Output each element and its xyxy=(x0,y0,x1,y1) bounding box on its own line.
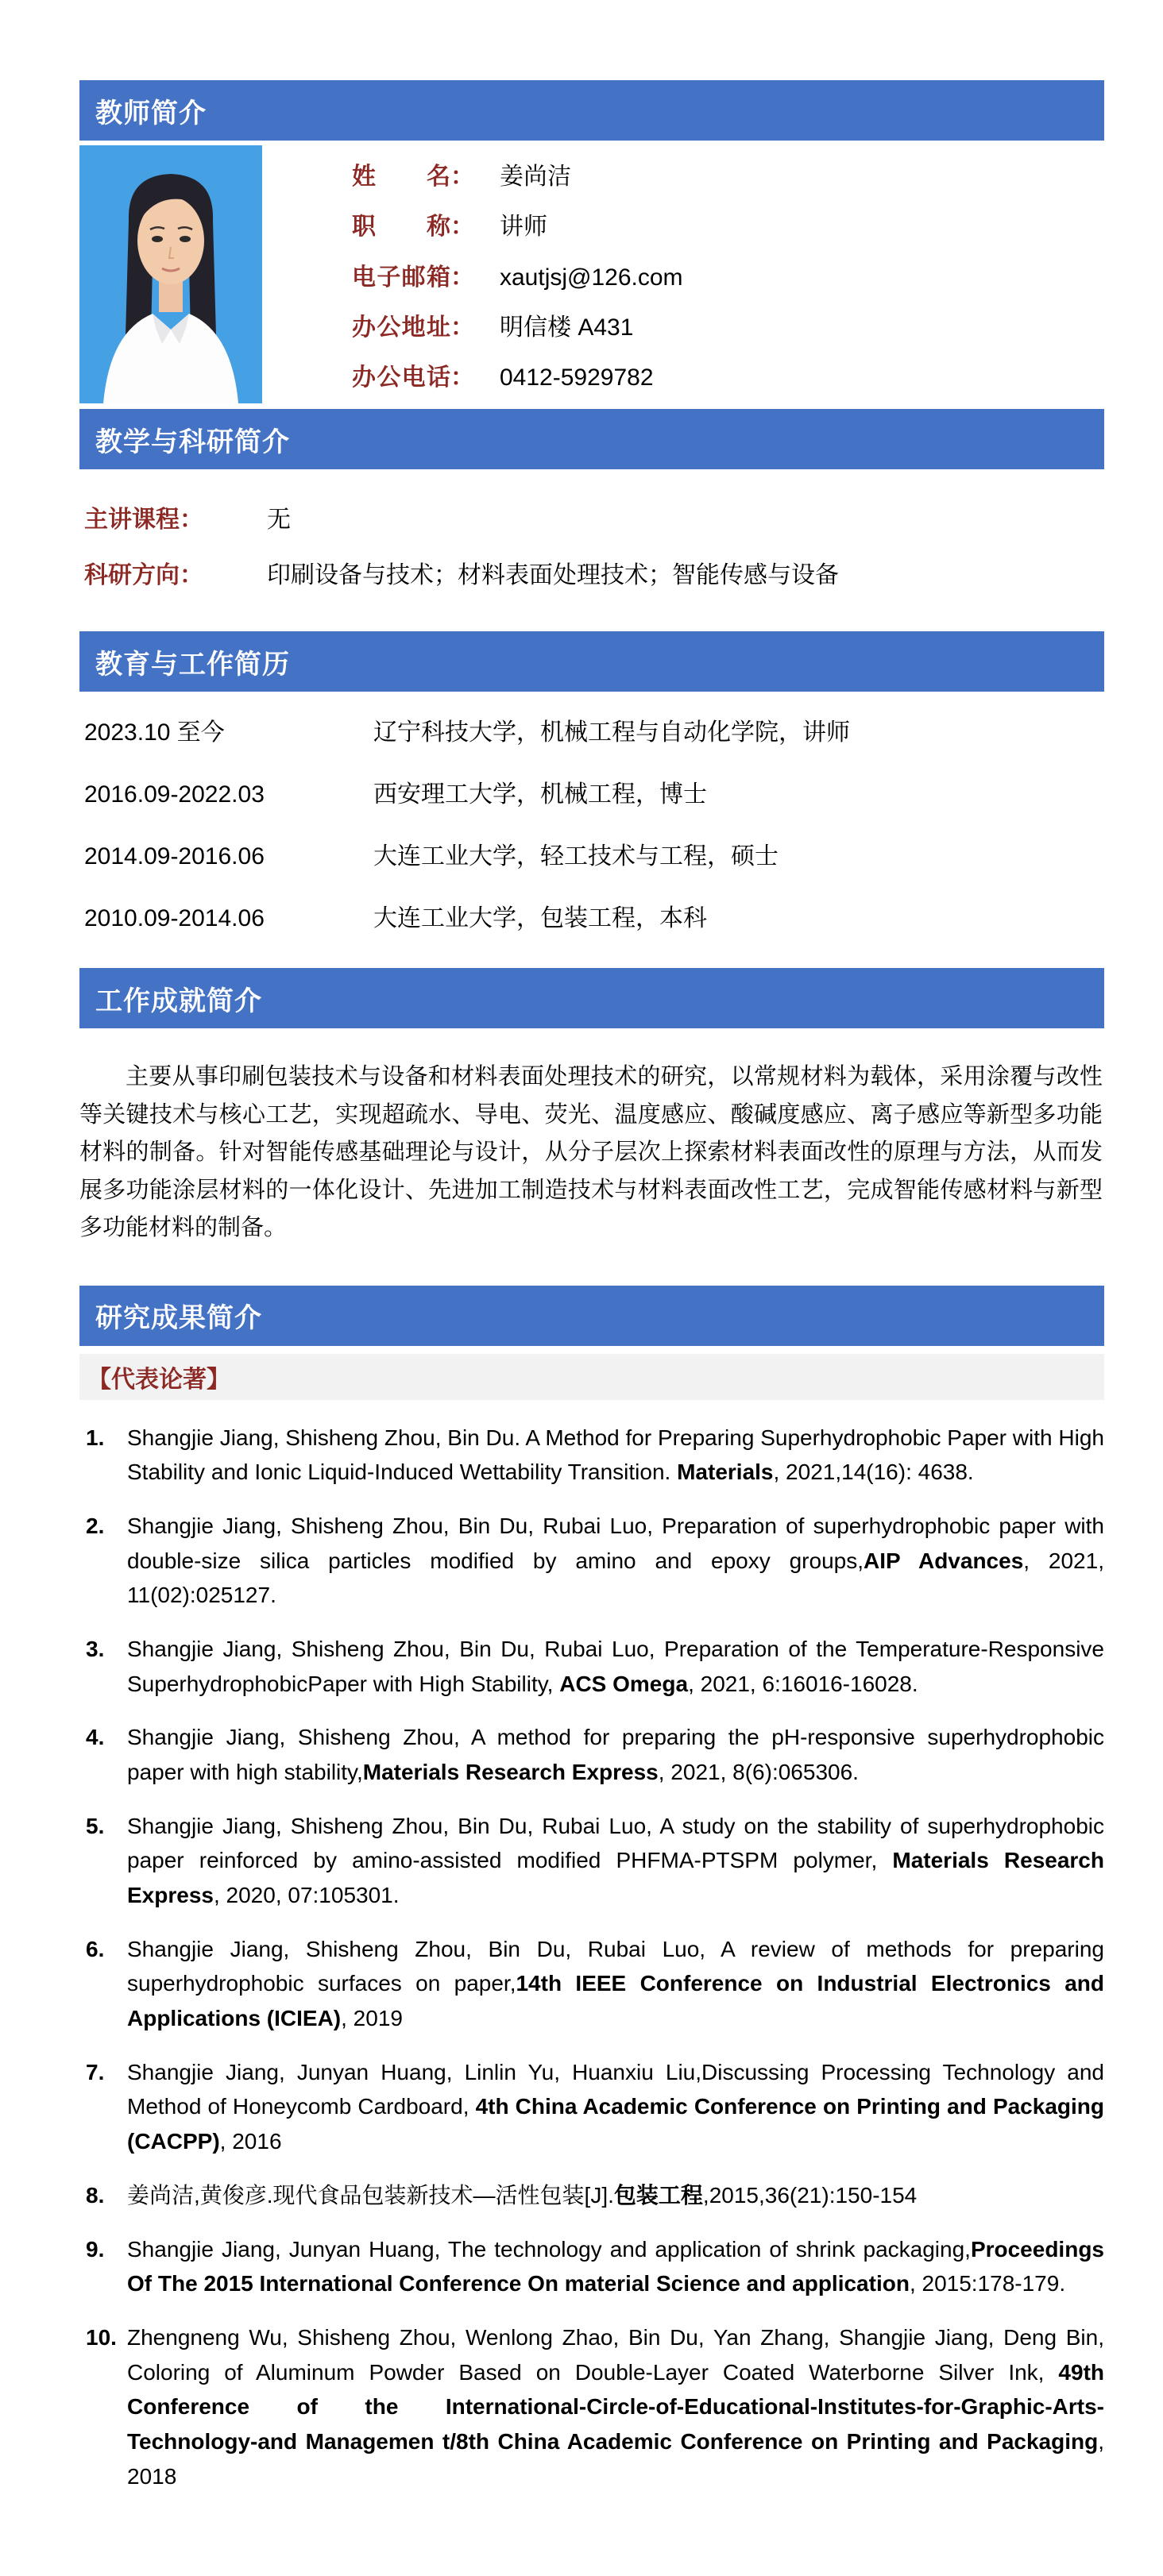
field-value: 姜尚洁 xyxy=(500,164,571,190)
label-colon: ： xyxy=(450,164,474,190)
label-char: 电 xyxy=(352,264,376,291)
publication-text: Shangjie Jiang, Junyan Huang, Linlin Yu, Huanxiu Liu,Discussing Processing Technology and Method of Honeycomb Cardboard, 4th China Academic Conference on Printing and Packaging (CACPP), 2016 xyxy=(127,2059,1104,2154)
education-entry xyxy=(84,836,1104,871)
education-entry xyxy=(84,712,1104,747)
label-colon: ： xyxy=(450,214,474,241)
label-char: 姓 xyxy=(352,164,376,190)
label-char: 邮 xyxy=(401,264,426,291)
label-colon: ： xyxy=(450,314,474,341)
research-direction-row xyxy=(84,555,1104,590)
publication-item xyxy=(86,1509,1104,1613)
publication-number: 6. xyxy=(86,1936,105,1961)
label-char: 子 xyxy=(377,264,401,291)
publication-item xyxy=(86,1809,1104,1913)
label-char: 公 xyxy=(377,314,401,341)
education-entry xyxy=(84,898,1104,933)
education-entry xyxy=(84,774,1104,809)
education-period: 2010.09-2014.06 xyxy=(84,905,265,931)
publication-text: Shangjie Jiang, Shisheng Zhou, Bin Du, Rubai Luo, Preparation of the Temperature-Responsive SuperhydrophobicPaper with High Stability, ACS Omega, 2021, 6:16016-16028. xyxy=(127,1637,1104,1696)
label-char: 职 xyxy=(352,214,376,241)
publication-item xyxy=(86,1932,1104,2036)
publication-number: 8. xyxy=(86,2182,105,2208)
label-char: 话 xyxy=(426,364,450,391)
publication-text: Shangjie Jiang, Junyan Huang, The technology and application of shrink packaging,Proceedings Of The 2015 International Conference On material Science and application, 2015:178-179. xyxy=(127,2236,1104,2296)
education-detail: 辽宁科技大学，机械工程与自动化学院，讲师 xyxy=(373,719,850,746)
publication-text: Shangjie Jiang, Shisheng Zhou, Bin Du, Rubai Luo, A study on the stability of superhydrophobic paper reinforced by amino-assisted modified PHFMA-PTSPM polymer, Materials Research Express, 2020, 07:105301. xyxy=(127,1813,1104,1908)
profile-section xyxy=(79,145,1104,403)
label-colon: ： xyxy=(450,264,474,291)
publication-text: Zhengneng Wu, Shisheng Zhou, Wenlong Zhao, Bin Du, Yan Zhang, Shangjie Jiang, Deng Bin, Coloring of Aluminum Powder Based on Double-Layer Coated Waterborne Silver Ink, 49th Conference of the International-Circle-of-Educational-Institutes-for-Graphic-Arts-Technology-and Managemen t/8th China Academic Conference on Printing and Packaging, 2018 xyxy=(127,2324,1104,2489)
label-char: 地 xyxy=(401,314,426,341)
profile-field-row xyxy=(352,257,1104,292)
publication-item xyxy=(86,2178,1104,2213)
research-direction-value: 印刷设备与技术；材料表面处理技术；智能传感与设备 xyxy=(267,562,839,588)
section-header-education xyxy=(79,631,1104,692)
label-char: 办 xyxy=(352,364,376,391)
publication-item xyxy=(86,2232,1104,2301)
publication-number: 7. xyxy=(86,2059,105,2084)
publication-list xyxy=(79,1421,1104,2493)
field-label xyxy=(352,257,450,292)
education-section xyxy=(79,692,1104,968)
page-content xyxy=(79,80,1104,2493)
publication-text: Shangjie Jiang, Shisheng Zhou, Bin Du. A Method for Preparing Superhydrophobic Paper with High Stability and Ionic Liquid-Induced Wettability Transition. Materials, 2021,14(16): 4638. xyxy=(127,1425,1104,1485)
label-char: 办 xyxy=(352,314,376,341)
education-period: 2023.10 至今 xyxy=(84,719,225,746)
publication-item xyxy=(86,2055,1104,2159)
profile-field-row xyxy=(352,307,1104,342)
field-value: 明信楼 A431 xyxy=(500,314,634,341)
research-direction-label: 科研方向： xyxy=(84,562,203,588)
field-label xyxy=(352,357,450,392)
label-char: 电 xyxy=(401,364,426,391)
courses-row xyxy=(84,499,1104,534)
profile-photo xyxy=(79,145,262,403)
publication-text: Shangjie Jiang, Shisheng Zhou, Bin Du, Rubai Luo, Preparation of superhydrophobic paper with double-size silica particles modified by amino and epoxy groups,AIP Advances, 2021, 11(02):025127. xyxy=(127,1514,1104,1608)
section-title-education: 教育与工作简历 xyxy=(95,649,290,680)
section-title-teaching: 教学与科研简介 xyxy=(95,426,290,457)
label-colon: ： xyxy=(450,364,474,391)
publication-item xyxy=(86,1632,1104,1701)
education-detail: 西安理工大学，机械工程，博士 xyxy=(373,781,707,808)
label-char: 称 xyxy=(427,214,450,241)
education-period: 2014.09-2016.06 xyxy=(84,843,265,870)
profile-field-row xyxy=(352,156,1104,191)
label-char: 址 xyxy=(426,314,450,341)
field-label xyxy=(352,156,450,191)
section-header-achievements xyxy=(79,968,1104,1028)
education-detail: 大连工业大学，轻工技术与工程，硕士 xyxy=(373,843,779,870)
achievements-paragraph: 主要从事印刷包装技术与设备和材料表面处理技术的研究，以常规材料为载体，采用涂覆与改性等关键技术与核心工艺，实现超疏水、导电、荧光、温度感应、酸碱度感应、离子感应等新型多功能材料的制备。针对智能传感基础理论与设计，从分子层次上探索材料表面改性的原理与方法，从而发展多功能涂层材料的一体化设计、先进加工制造技术与材料表面改性工艺，完成智能传感材料与新型多功能材料的制备。 xyxy=(79,1064,1103,1241)
label-char: 公 xyxy=(377,364,401,391)
field-value: 讲师 xyxy=(500,214,547,241)
portrait-illustration xyxy=(79,145,262,403)
publication-number: 1. xyxy=(86,1425,105,1450)
field-label xyxy=(352,307,450,342)
publication-text: Shangjie Jiang, Shisheng Zhou, A method for preparing the pH-responsive superhydrophobic paper with high stability,Materials Research Express, 2021, 8(6):065306. xyxy=(127,1725,1104,1785)
profile-field-row xyxy=(352,206,1104,241)
section-header-teaching xyxy=(79,409,1104,469)
publications-subheading: 【代表论著】 xyxy=(79,1354,1104,1400)
field-value: 0412-5929782 xyxy=(500,364,654,391)
section-title-profile: 教师简介 xyxy=(95,98,207,129)
education-detail: 大连工业大学，包装工程，本科 xyxy=(373,905,707,931)
field-value: xautjsj@126.com xyxy=(500,264,683,291)
section-title-achievements: 工作成就简介 xyxy=(95,985,262,1016)
publication-number: 4. xyxy=(86,1725,105,1750)
courses-value: 无 xyxy=(267,507,291,533)
publication-item xyxy=(86,2320,1104,2493)
publication-item xyxy=(86,1720,1104,1789)
field-label xyxy=(352,206,450,241)
publication-item xyxy=(86,1421,1104,1490)
teaching-section xyxy=(79,469,1104,631)
label-char: 箱 xyxy=(426,264,450,291)
profile-fields xyxy=(262,145,1104,403)
profile-field-row xyxy=(352,357,1104,392)
publication-text: 姜尚洁,黄俊彦.现代食品包装新技术—活性包装[J].包装工程,2015,36(21):150-154 xyxy=(127,2182,918,2208)
publication-number: 2. xyxy=(86,1514,105,1539)
publication-number: 9. xyxy=(86,2236,105,2262)
publication-text: Shangjie Jiang, Shisheng Zhou, Bin Du, Rubai Luo, A review of methods for preparing superhydrophobic surfaces on paper,14th IEEE Conference on Industrial Electronics and Applications (ICIEA), 2019 xyxy=(127,1936,1104,2031)
section-title-research: 研究成果简介 xyxy=(95,1303,262,1334)
publication-number: 5. xyxy=(86,1813,105,1838)
section-header-profile xyxy=(79,80,1104,141)
publication-number: 10. xyxy=(86,2324,117,2350)
label-char: 名 xyxy=(427,164,450,190)
section-header-research xyxy=(79,1286,1104,1346)
publication-number: 3. xyxy=(86,1637,105,1662)
education-period: 2016.09-2022.03 xyxy=(84,781,265,808)
courses-label: 主讲课程： xyxy=(84,507,203,533)
